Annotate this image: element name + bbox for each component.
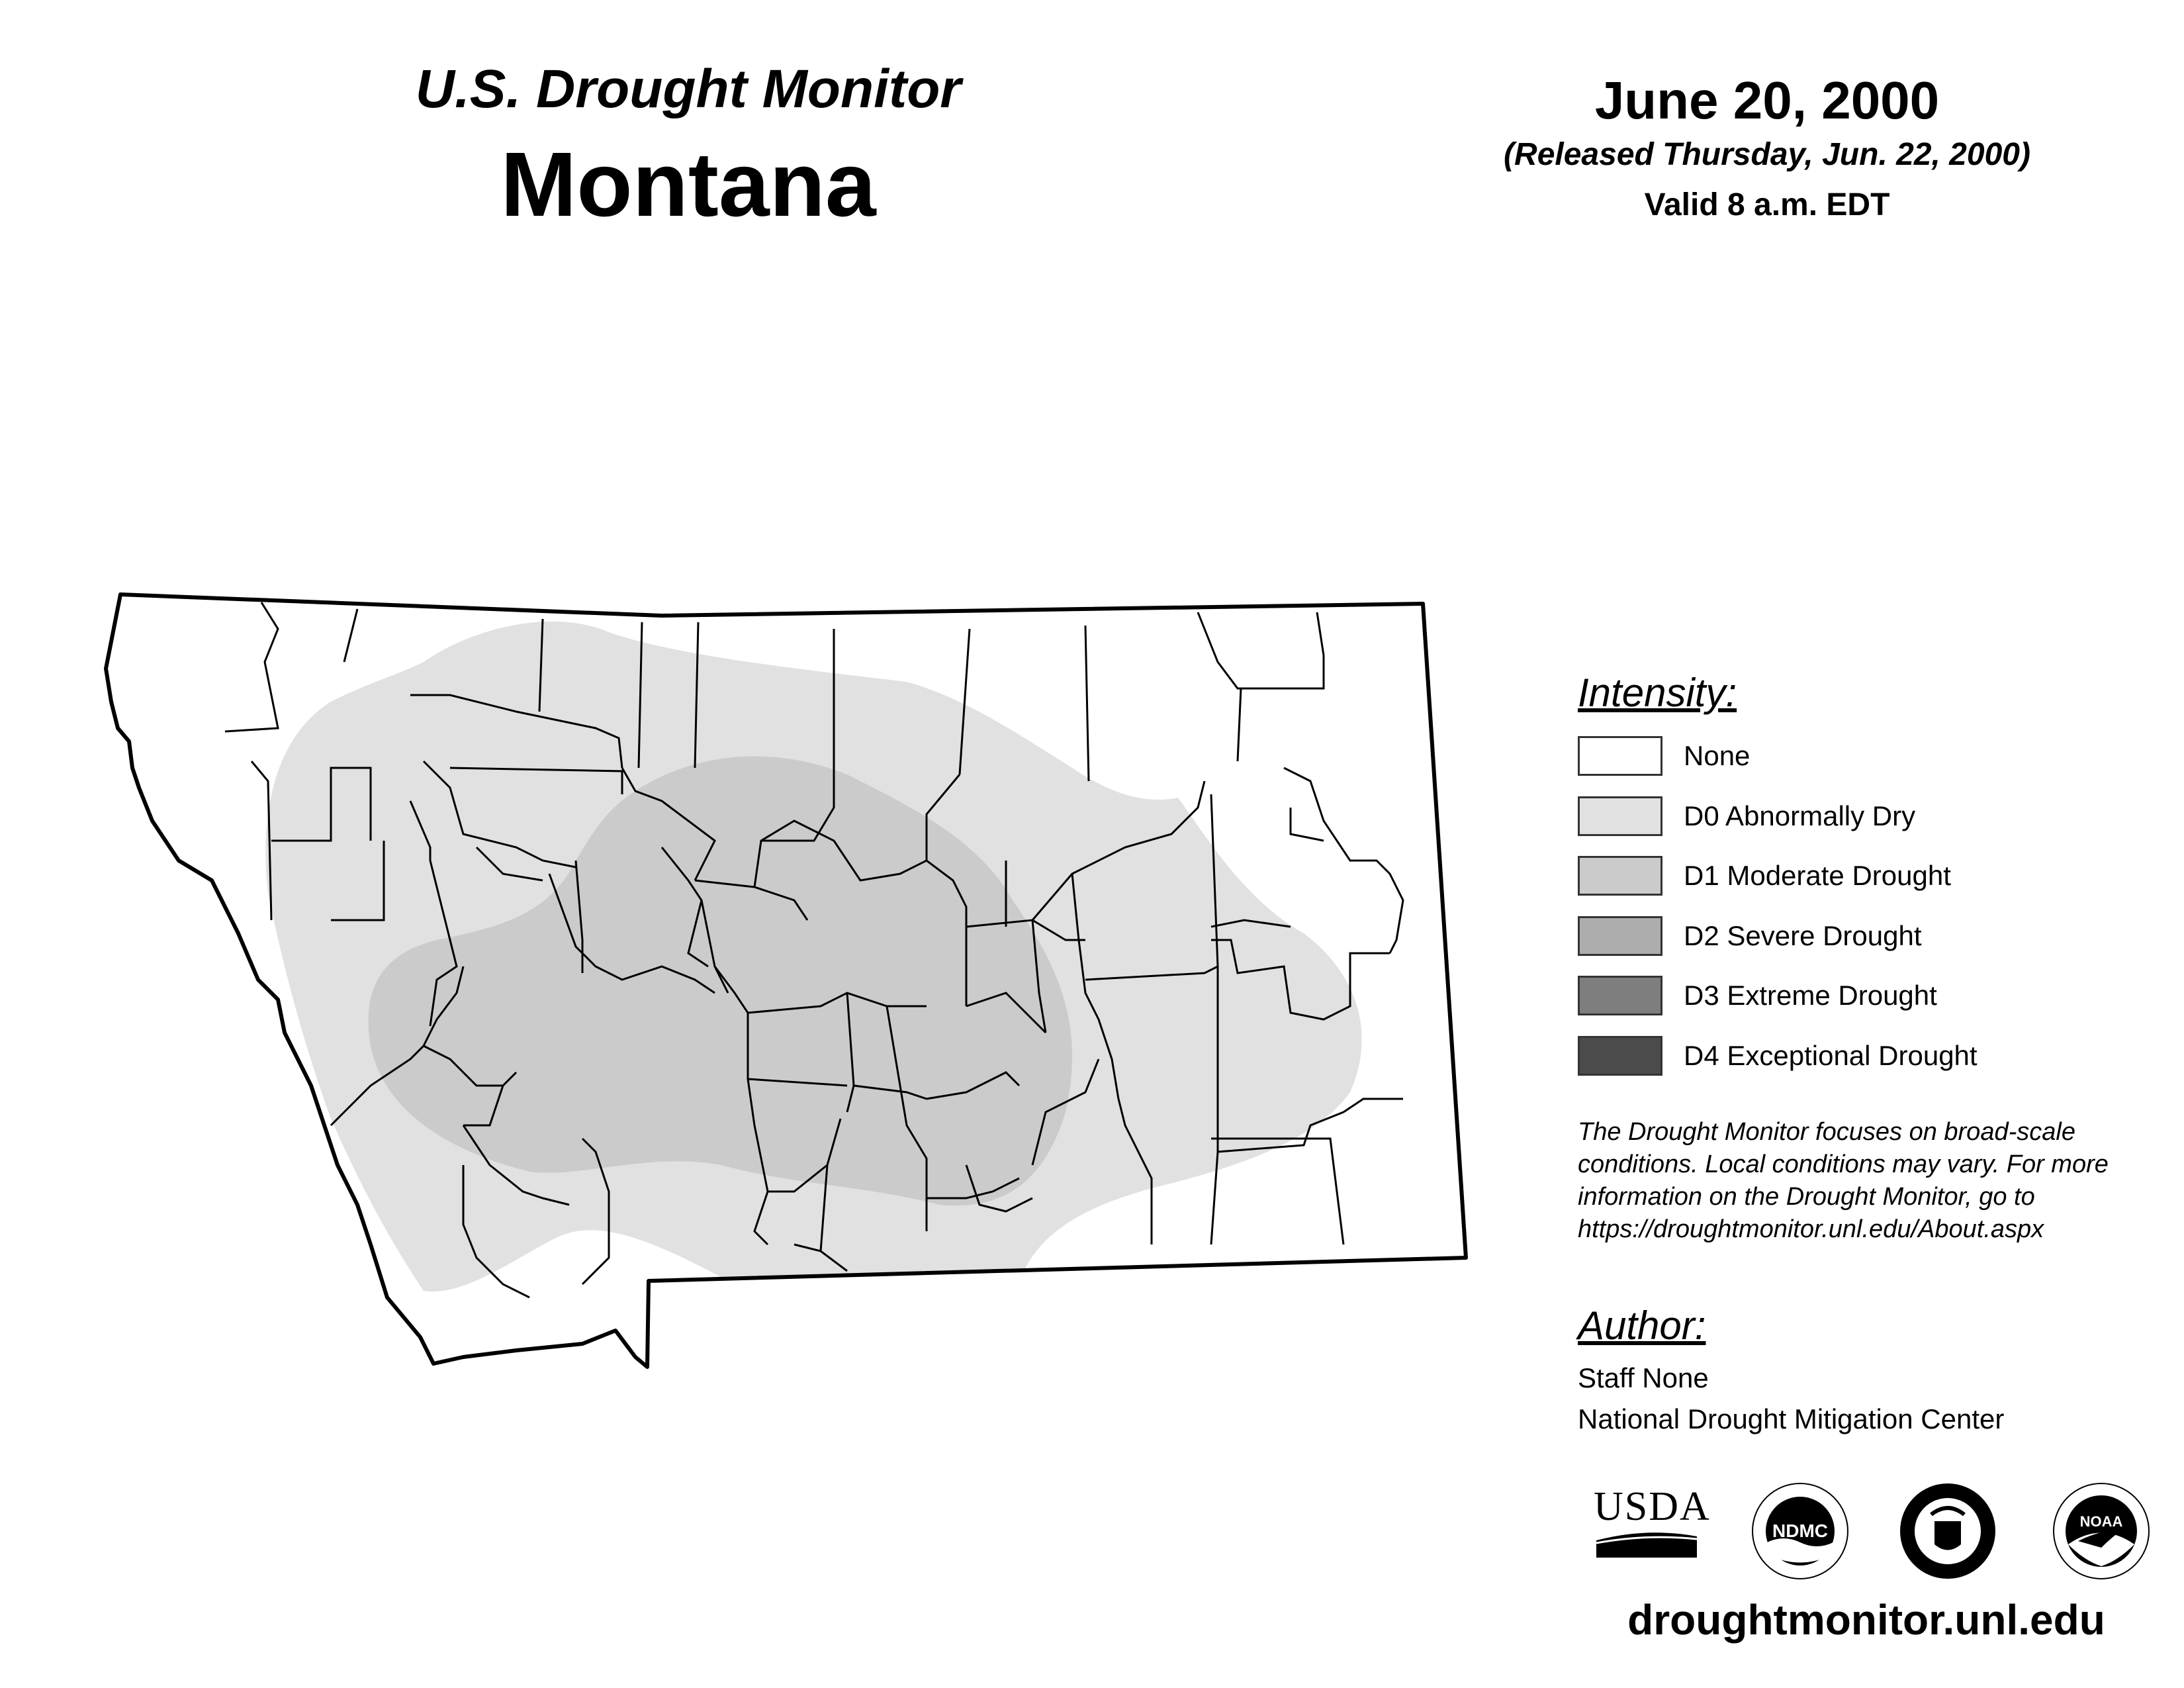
legend-item: [1578, 974, 1937, 1017]
note-link[interactable]: https://droughtmonitor.unl.edu/About.aspx: [1578, 1215, 2044, 1243]
drought-monitor-link[interactable]: droughtmonitor.unl.edu: [1627, 1596, 2105, 1644]
note-line-2: conditions. Local conditions may vary. For more: [1578, 1150, 2109, 1178]
author-organization: National Drought Mitigation Center: [1578, 1403, 2005, 1434]
legend-item: [1578, 1035, 1978, 1077]
legend-item: [1578, 915, 1922, 957]
note-line-3: information on the Drought Monitor, go to: [1578, 1183, 2035, 1211]
note-line-1: The Drought Monitor focuses on broad-scale: [1578, 1118, 2075, 1146]
disclaimer-note: [1578, 1116, 2173, 1246]
legend-swatch: [1578, 856, 1662, 896]
legend-item: [1578, 795, 1915, 837]
state-title: Montana: [500, 134, 876, 236]
svg-text:NDMC: NDMC: [1772, 1521, 1828, 1541]
legend-swatch: [1578, 916, 1662, 956]
legend-label: D2 Severe Drought: [1684, 919, 1922, 951]
legend-item: [1578, 735, 1750, 777]
release-date: (Released Thursday, Jun. 22, 2000): [1504, 137, 2030, 172]
legend-label: None: [1684, 740, 1751, 771]
noaa-logo: [2052, 1481, 2151, 1581]
legend-label: D0 Abnormally Dry: [1684, 800, 1916, 831]
usda-logo: USDA: [1594, 1486, 1700, 1559]
author-title: Author:: [1578, 1303, 1706, 1348]
legend-label: D3 Extreme Drought: [1684, 980, 1937, 1011]
legend-swatch: [1578, 796, 1662, 836]
legend-label: D1 Moderate Drought: [1684, 860, 1951, 891]
legend-swatch: [1578, 736, 1662, 776]
legend-swatch: [1578, 1036, 1662, 1076]
author-name: Staff None: [1578, 1362, 1709, 1393]
commerce-department-seal: [1898, 1481, 1997, 1581]
valid-time: Valid 8 a.m. EDT: [1644, 187, 1890, 222]
ndmc-logo: [1751, 1481, 1850, 1581]
legend-item: [1578, 855, 1951, 897]
legend-label: D4 Exceptional Drought: [1684, 1039, 1978, 1071]
svg-text:NOAA: NOAA: [2079, 1513, 2123, 1530]
map-date: June 20, 2000: [1594, 71, 1940, 130]
product-title: U.S. Drought Monitor: [415, 59, 962, 119]
legend-swatch: [1578, 976, 1662, 1015]
legend-title: Intensity:: [1578, 671, 1737, 715]
